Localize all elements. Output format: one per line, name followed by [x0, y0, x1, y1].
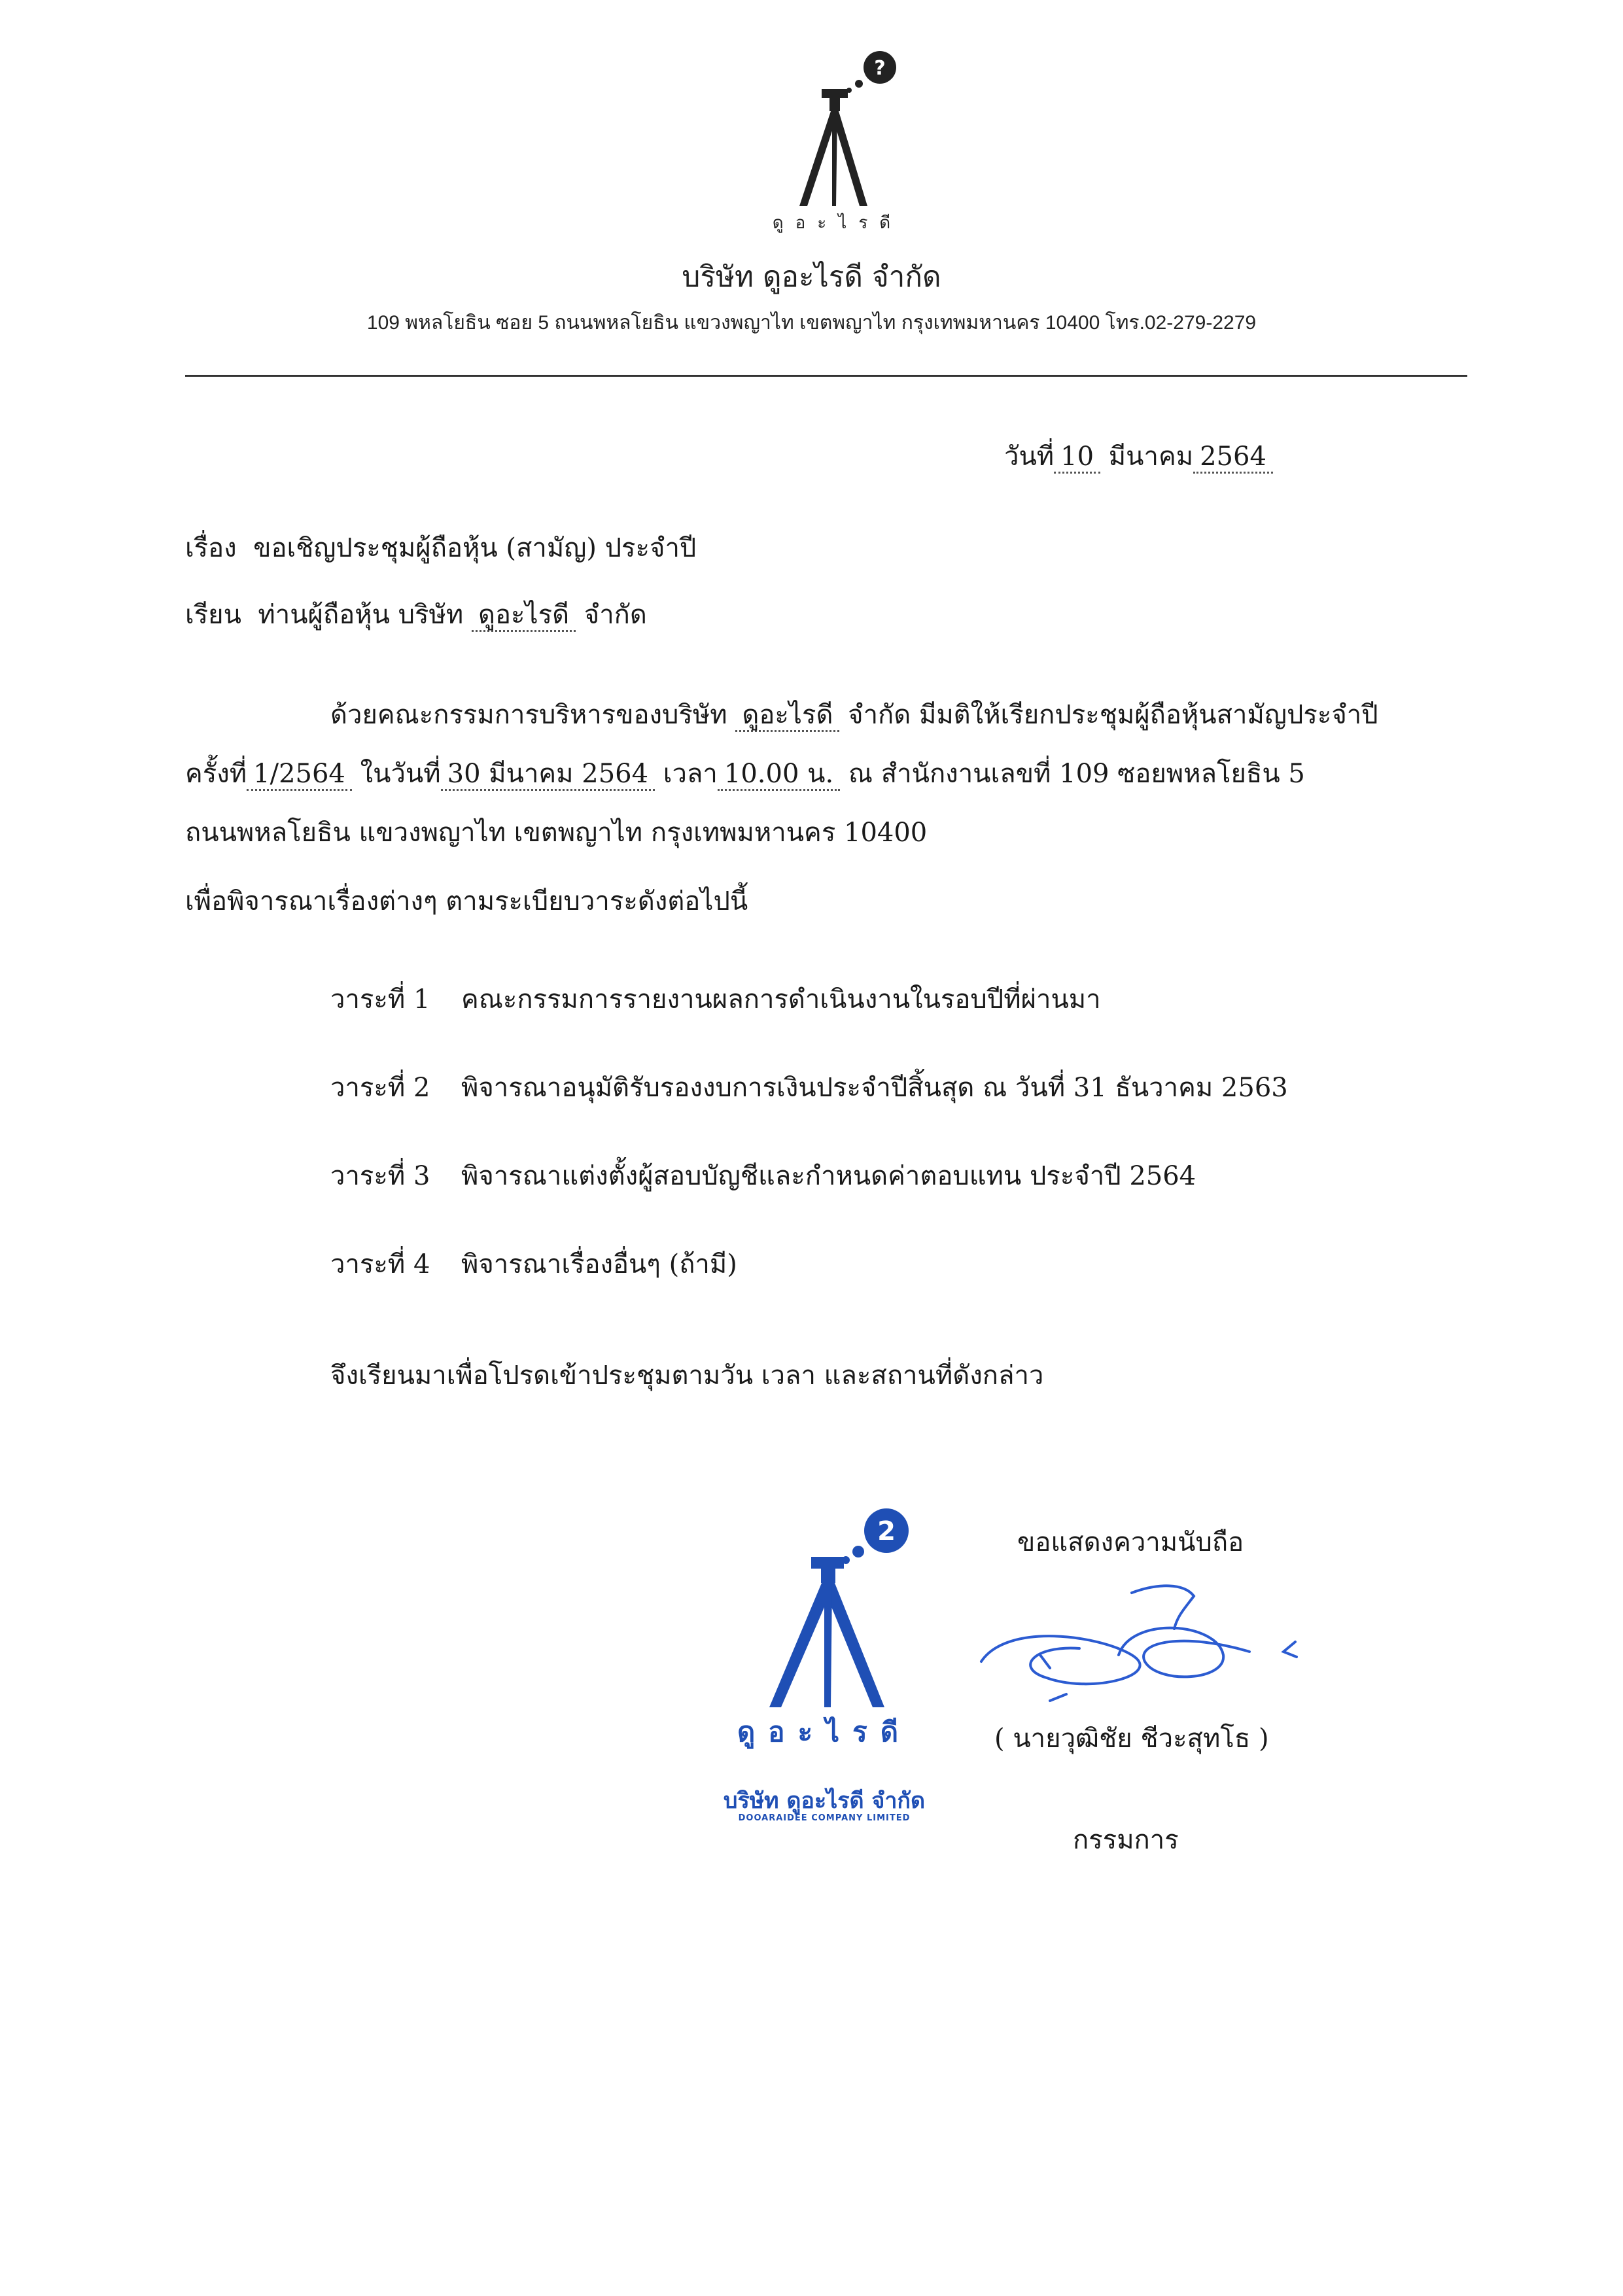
- body-text: ครั้งที่: [185, 759, 247, 789]
- agenda-text: พิจารณาอนุมัติรับรองงบการเงินประจำปีสิ้นสุด ณ วันที่ 31 ธันวาคม 2563: [461, 1073, 1288, 1103]
- agenda-text: พิจารณาเรื่องอื่นๆ (ถ้ามี): [461, 1249, 737, 1279]
- svg-text:?: ?: [874, 57, 886, 80]
- logo-caption: ดูอะไรดี: [772, 213, 903, 233]
- closing-sentence: จึงเรียนมาเพื่อโปรดเข้าประชุมตามวัน เวลา และสถานที่ดังกล่าว: [330, 1361, 1044, 1391]
- svg-text:2: 2: [877, 1516, 896, 1546]
- date-month: มีนาคม: [1108, 442, 1194, 472]
- recipient-text: ท่านผู้ถือหุ้น บริษัท: [258, 600, 464, 630]
- body-text: ด้วยคณะกรรมการบริหารของบริษัท: [330, 700, 727, 730]
- subject-line: [185, 530, 696, 566]
- body-line-4: เพื่อพิจารณาเรื่องต่างๆ ตามระเบียบวาระดังต่อไปนี้: [185, 886, 748, 916]
- body-text: ณ สำนักงานเลขที่ 109 ซอยพหลโยธิน 5: [848, 759, 1305, 789]
- body-line-1: [330, 697, 1378, 733]
- body-text: จำกัด มีมติให้เรียกประชุมผู้ถือหุ้นสามัญประจำปี: [848, 700, 1378, 730]
- subject-text: ขอเชิญประชุมผู้ถือหุ้น (สามัญ) ประจำปี: [253, 533, 697, 563]
- date-day: 10: [1054, 442, 1100, 474]
- stamp-word: ดูอะไรดี: [737, 1716, 911, 1748]
- agenda-item-3: [330, 1158, 1196, 1194]
- header-divider: [185, 375, 1467, 377]
- handwritten-signature-icon: [968, 1563, 1321, 1714]
- agenda-text: พิจารณาแต่งตั้งผู้สอบบัญชีและกำหนดค่าตอบแทน ประจำปี 2564: [461, 1161, 1196, 1191]
- agenda-text: คณะกรรมการรายงานผลการดำเนินงานในรอบปีที่ผ่านมา: [461, 984, 1101, 1015]
- meeting-time: 10.00 น.: [718, 759, 840, 791]
- body-company: ดูอะไรดี: [735, 700, 839, 732]
- agenda-number: วาระที่ 1: [330, 984, 430, 1015]
- meeting-number: 1/2564: [247, 759, 352, 791]
- date-prefix: วันที่: [1004, 442, 1055, 472]
- date-year: 2564: [1193, 442, 1273, 474]
- company-name: บริษัท ดูอะไรดี จำกัด: [682, 260, 941, 294]
- meeting-date: 30 มีนาคม 2564: [441, 759, 655, 791]
- signer-position: กรรมการ: [1073, 1825, 1179, 1855]
- agenda-item-2: [330, 1070, 1288, 1106]
- recipient-suffix: จำกัด: [584, 600, 647, 630]
- company-address: 109 พหลโยธิน ซอย 5 ถนนพหลโยธิน แขวงพญาไท เขตพญาไท กรุงเทพมหานคร 10400 โทร.02-279-2279: [366, 312, 1257, 334]
- signer-name: ( นายวุฒิชัย ชีวะสุทโธ ): [994, 1724, 1269, 1754]
- stamp-company-name: บริษัท ดูอะไรดี จำกัด: [723, 1788, 926, 1814]
- recipient-label: เรียน: [185, 600, 241, 630]
- letter-date: [1004, 438, 1273, 475]
- body-line-2: [185, 756, 1305, 792]
- agenda-item-1: [330, 981, 1101, 1018]
- agenda-number: วาระที่ 3: [330, 1161, 430, 1191]
- subject-label: เรื่อง: [185, 533, 237, 563]
- recipient-line: [185, 597, 647, 633]
- agenda-item-4: [330, 1246, 737, 1283]
- body-line-3: ถนนพหลโยธิน แขวงพญาไท เขตพญาไท กรุงเทพมหานคร 10400: [185, 818, 928, 848]
- agenda-number: วาระที่ 2: [330, 1073, 430, 1103]
- stamp-english-name: DOOARAIDEE COMPANY LIMITED: [738, 1813, 911, 1823]
- respect-phrase: ขอแสดงความนับถือ: [1017, 1527, 1244, 1557]
- body-text: ในวันที่: [360, 759, 441, 789]
- recipient-company: ดูอะไรดี: [472, 600, 576, 632]
- body-text: เวลา: [663, 759, 718, 789]
- agenda-number: วาระที่ 4: [330, 1249, 430, 1279]
